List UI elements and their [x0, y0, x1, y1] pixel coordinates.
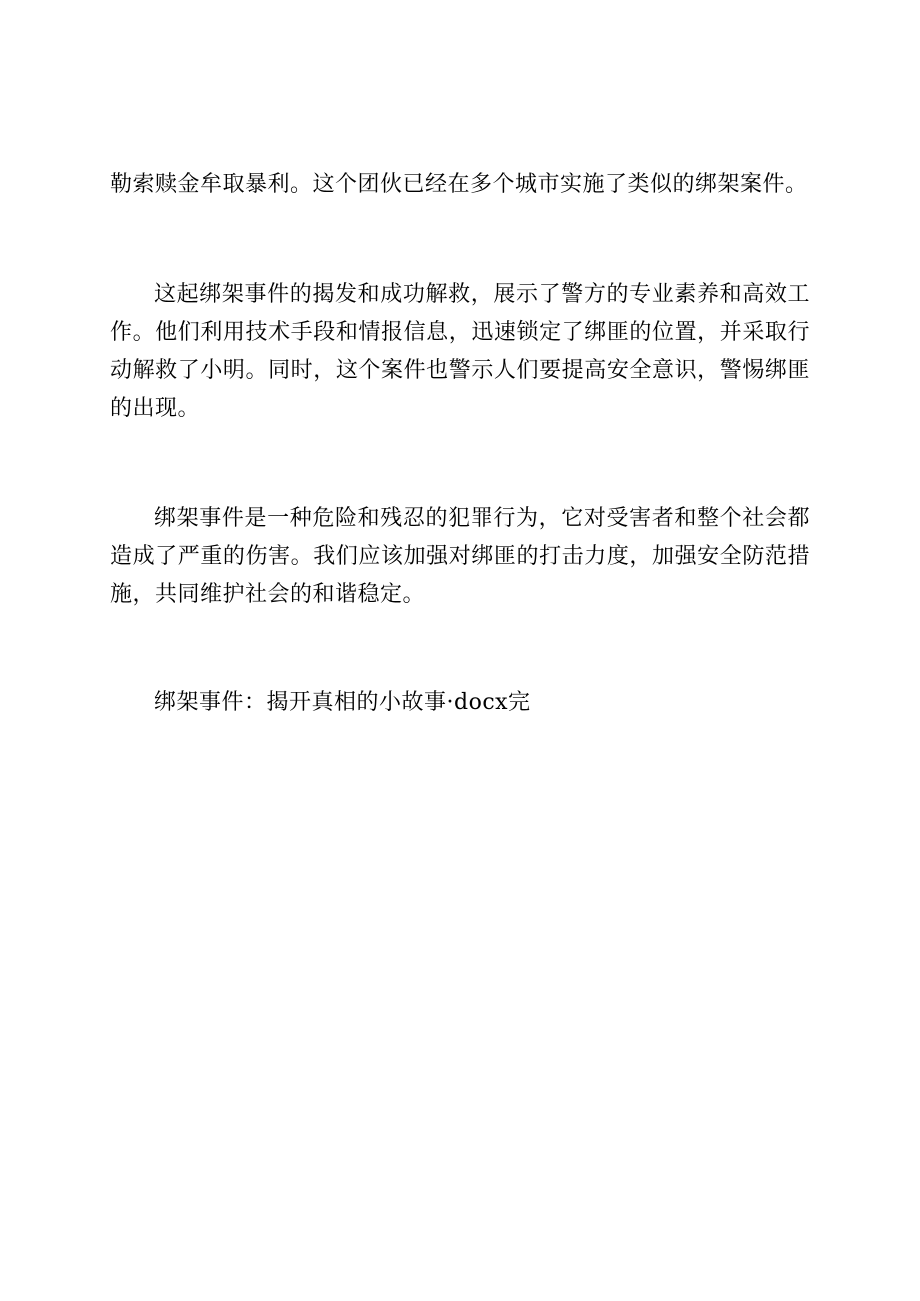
paragraph-2: 这起绑架事件的揭发和成功解救，展示了警方的专业素养和高效工作。他们利用技术手段和情报信息，迅速锁定了绑匪的位置，并采取行动解救了小明。同时，这个案件也警示人们要提高安全意识，警惕绑匪的出现。 — [110, 282, 810, 421]
document-end-line: 绑架事件：揭开真相的小故事·docx完 — [154, 690, 531, 715]
document-body — [110, 166, 810, 722]
paragraph-3: 绑架事件是一种危险和残忍的犯罪行为，它对受害者和整个社会都造成了严重的伤害。我们应该加强对绑匪的打击力度，加强安全防范措施，共同维护社会的和谐稳定。 — [110, 506, 810, 607]
paragraph-1: 勒索赎金牟取暴利。这个团伙已经在多个城市实施了类似的绑架案件。 — [110, 172, 808, 197]
